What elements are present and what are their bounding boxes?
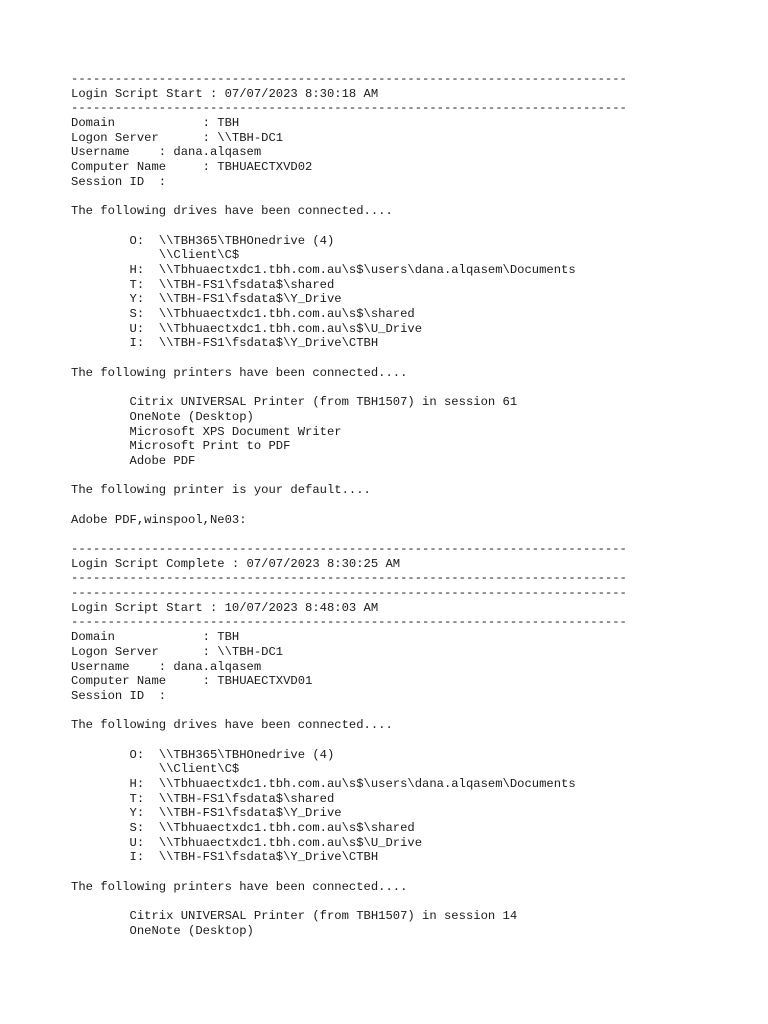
drive-line: \\Client\C$ bbox=[71, 762, 240, 777]
printer-line: Citrix UNIVERSAL Printer (from TBH1507) in session 14 bbox=[71, 909, 518, 924]
login-start-line: Login Script Start : 07/07/2023 8:30:18 AM bbox=[71, 86, 379, 101]
computer-name-line: Computer Name : TBHUAECTXVD01 bbox=[71, 674, 313, 689]
separator-line: ---------------------------------------------------------------------------- bbox=[71, 571, 627, 586]
blank-line bbox=[71, 190, 751, 205]
printer-line: Adobe PDF bbox=[71, 453, 196, 468]
drive-line: I: \\TBH-FS1\fsdata$\Y_Drive\CTBH bbox=[71, 336, 379, 351]
printer-line: Microsoft XPS Document Writer bbox=[71, 424, 342, 439]
drive-line: O: \\TBH365\TBHOnedrive (4) bbox=[71, 747, 335, 762]
drive-line: I: \\TBH-FS1\fsdata$\Y_Drive\CTBH bbox=[71, 850, 379, 865]
domain-line: Domain : TBH bbox=[71, 630, 240, 645]
separator-line: ---------------------------------------------------------------------------- bbox=[71, 101, 627, 116]
separator-line: ---------------------------------------------------------------------------- bbox=[71, 586, 627, 601]
blank-line bbox=[71, 865, 751, 880]
blank-line bbox=[71, 380, 751, 395]
drive-line: U: \\Tbhuaectxdc1.tbh.com.au\s$\U_Drive bbox=[71, 835, 423, 850]
login-script-log bbox=[71, 72, 751, 939]
drive-line: S: \\Tbhuaectxdc1.tbh.com.au\s$\shared bbox=[71, 821, 415, 836]
drive-line: T: \\TBH-FS1\fsdata$\shared bbox=[71, 791, 335, 806]
login-complete-line: Login Script Complete : 07/07/2023 8:30:25 AM bbox=[71, 556, 401, 571]
blank-line bbox=[71, 498, 751, 513]
drive-line: S: \\Tbhuaectxdc1.tbh.com.au\s$\shared bbox=[71, 307, 415, 321]
logon-server-line: Logon Server : \\TBH-DC1 bbox=[71, 644, 284, 659]
blank-line bbox=[71, 733, 751, 748]
printer-line: Citrix UNIVERSAL Printer (from TBH1507) in session 61 bbox=[71, 395, 518, 410]
printer-line: Microsoft Print to PDF bbox=[71, 439, 291, 454]
printers-heading: The following printers have been connected.... bbox=[71, 365, 408, 380]
drive-line: U: \\Tbhuaectxdc1.tbh.com.au\s$\U_Drive bbox=[71, 321, 423, 336]
blank-line bbox=[71, 219, 751, 234]
drive-line: \\Client\C$ bbox=[71, 248, 240, 263]
drive-line: Y: \\TBH-FS1\fsdata$\Y_Drive bbox=[71, 292, 342, 307]
drive-line: H: \\Tbhuaectxdc1.tbh.com.au\s$\users\dana.alqasem\Documents bbox=[71, 262, 576, 277]
blank-line bbox=[71, 895, 751, 910]
blank-line bbox=[71, 351, 751, 366]
blank-line bbox=[71, 527, 751, 542]
drives-heading: The following drives have been connected.... bbox=[71, 204, 393, 219]
separator-line: ---------------------------------------------------------------------------- bbox=[71, 542, 627, 556]
separator-line: ---------------------------------------------------------------------------- bbox=[71, 615, 627, 630]
session-id-line: Session ID : bbox=[71, 174, 167, 189]
drives-heading: The following drives have been connected.... bbox=[71, 718, 393, 733]
username-line: Username : dana.alqasem bbox=[71, 659, 262, 674]
default-printer-heading: The following printer is your default.... bbox=[71, 483, 371, 498]
blank-line bbox=[71, 704, 751, 719]
default-printer-line: Adobe PDF,winspool,Ne03: bbox=[71, 512, 247, 527]
separator-line: ---------------------------------------------------------------------------- bbox=[71, 72, 627, 86]
blank-line bbox=[71, 469, 751, 484]
logon-server-line: Logon Server : \\TBH-DC1 bbox=[71, 130, 284, 145]
printer-line: OneNote (Desktop) bbox=[71, 923, 254, 938]
username-line: Username : dana.alqasem bbox=[71, 145, 262, 160]
printer-line: OneNote (Desktop) bbox=[71, 409, 254, 424]
drive-line: H: \\Tbhuaectxdc1.tbh.com.au\s$\users\dana.alqasem\Documents bbox=[71, 777, 576, 791]
drive-line: T: \\TBH-FS1\fsdata$\shared bbox=[71, 277, 335, 292]
domain-line: Domain : TBH bbox=[71, 116, 240, 131]
computer-name-line: Computer Name : TBHUAECTXVD02 bbox=[71, 160, 313, 175]
printers-heading: The following printers have been connected.... bbox=[71, 879, 408, 894]
login-start-line: Login Script Start : 10/07/2023 8:48:03 AM bbox=[71, 600, 379, 615]
drive-line: O: \\TBH365\TBHOnedrive (4) bbox=[71, 233, 335, 248]
session-id-line: Session ID : bbox=[71, 688, 167, 703]
drive-line: Y: \\TBH-FS1\fsdata$\Y_Drive bbox=[71, 806, 342, 821]
